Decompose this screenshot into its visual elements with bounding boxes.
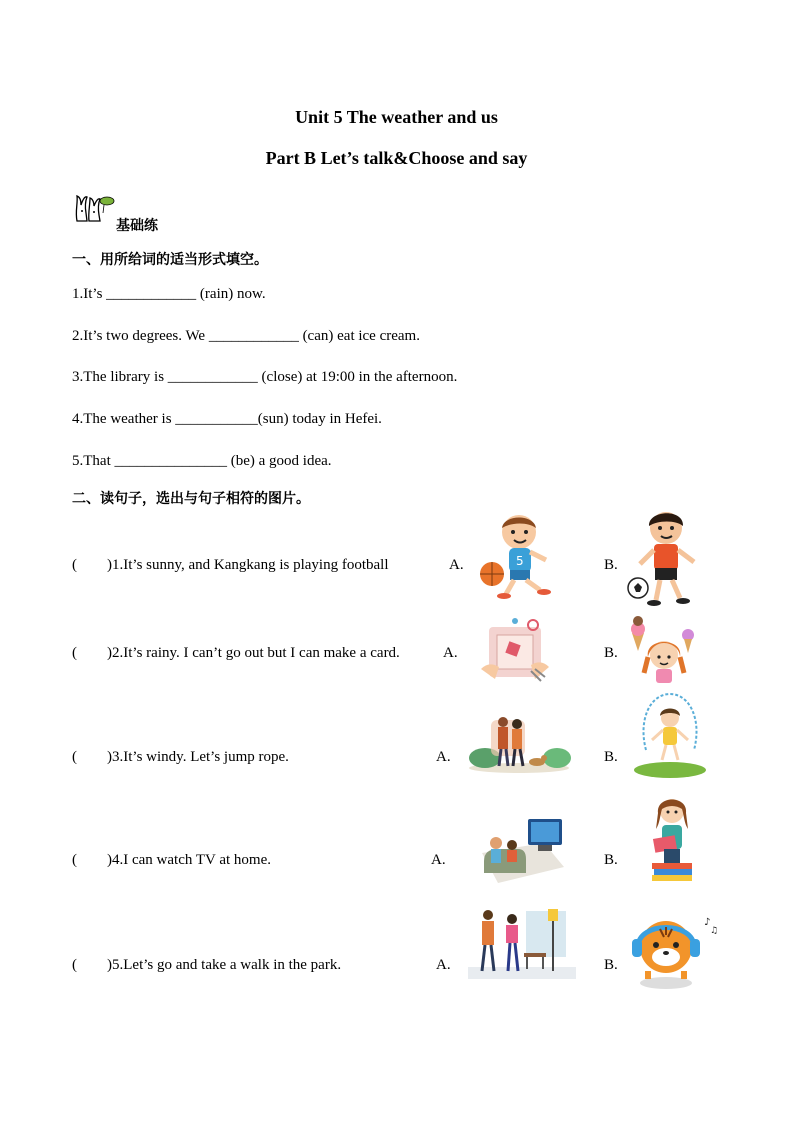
- choice-item-3: [72, 749, 289, 766]
- option-b-label: B.: [604, 645, 618, 661]
- basic-practice-label: 基础练: [116, 218, 158, 234]
- fill-item-2: 2.It’s two degrees. We ____________ (can) eat ice cream.: [72, 328, 420, 344]
- fill-item-4: 4.The weather is ___________(sun) today in Hefei.: [72, 411, 382, 427]
- choice-item-1: [72, 557, 388, 574]
- couple-park-walk-image: [466, 905, 578, 983]
- option-a-label: A.: [436, 749, 451, 765]
- tiger-headphones-image: [630, 913, 722, 991]
- fill-item-3: 3.The library is ____________ (close) at 19:00 in the afternoon.: [72, 369, 458, 385]
- answer-bracket: (: [72, 852, 77, 868]
- option-a-label: A.: [436, 957, 451, 973]
- option-b-label: B.: [604, 852, 618, 868]
- fill-item-1: 1.It’s ____________ (rain) now.: [72, 286, 266, 302]
- option-a-label: A.: [431, 852, 446, 868]
- choice-sentence: )4.I can watch TV at home.: [107, 852, 271, 868]
- girl-ice-cream-image: [626, 613, 700, 689]
- choice-item-4: [72, 852, 271, 869]
- svg-text:♪: ♪: [704, 917, 711, 928]
- hands-making-card-image: [475, 613, 555, 685]
- choice-sentence: )2.It’s rainy. I can’t go out but I can make a card.: [107, 645, 400, 661]
- option-b-label: B.: [604, 957, 618, 973]
- section2-heading: 二、读句子，选出与句子相符的图片。: [72, 491, 310, 507]
- answer-bracket: (: [72, 557, 77, 573]
- cartoon-rabbits-icon: [73, 193, 115, 223]
- option-a-label: A.: [449, 557, 464, 573]
- answer-bracket: (: [72, 645, 77, 661]
- answer-bracket: (: [72, 749, 77, 765]
- girl-reading-image: [646, 793, 698, 885]
- choice-item-2: [72, 645, 400, 662]
- page-subtitle: Part B Let’s talk&Choose and say: [265, 148, 528, 168]
- option-b-label: B.: [604, 749, 618, 765]
- fill-item-5: 5.That _______________ (be) a good idea.: [72, 453, 332, 469]
- choice-item-5: [72, 957, 341, 974]
- svg-text:5: 5: [516, 554, 524, 568]
- option-a-label: A.: [443, 645, 458, 661]
- choice-sentence: )5.Let’s go and take a walk in the park.: [107, 957, 342, 973]
- choice-sentence: )1.It’s sunny, and Kangkang is playing football: [107, 557, 389, 573]
- svg-text:♫: ♫: [710, 926, 719, 936]
- choice-sentence: )3.It’s windy. Let’s jump rope.: [107, 749, 289, 765]
- page-title: Unit 5 The weather and us: [295, 107, 498, 127]
- family-watching-tv-image: [474, 813, 566, 887]
- girl-jump-rope-image: [632, 690, 708, 780]
- family-walk-image: [465, 712, 573, 774]
- boy-football-image: [626, 506, 706, 610]
- section1-heading: 一、用所给词的适当形式填空。: [72, 252, 268, 268]
- answer-bracket: (: [72, 957, 77, 973]
- option-b-label: B.: [604, 557, 618, 573]
- boy-basketball-image: [476, 510, 568, 602]
